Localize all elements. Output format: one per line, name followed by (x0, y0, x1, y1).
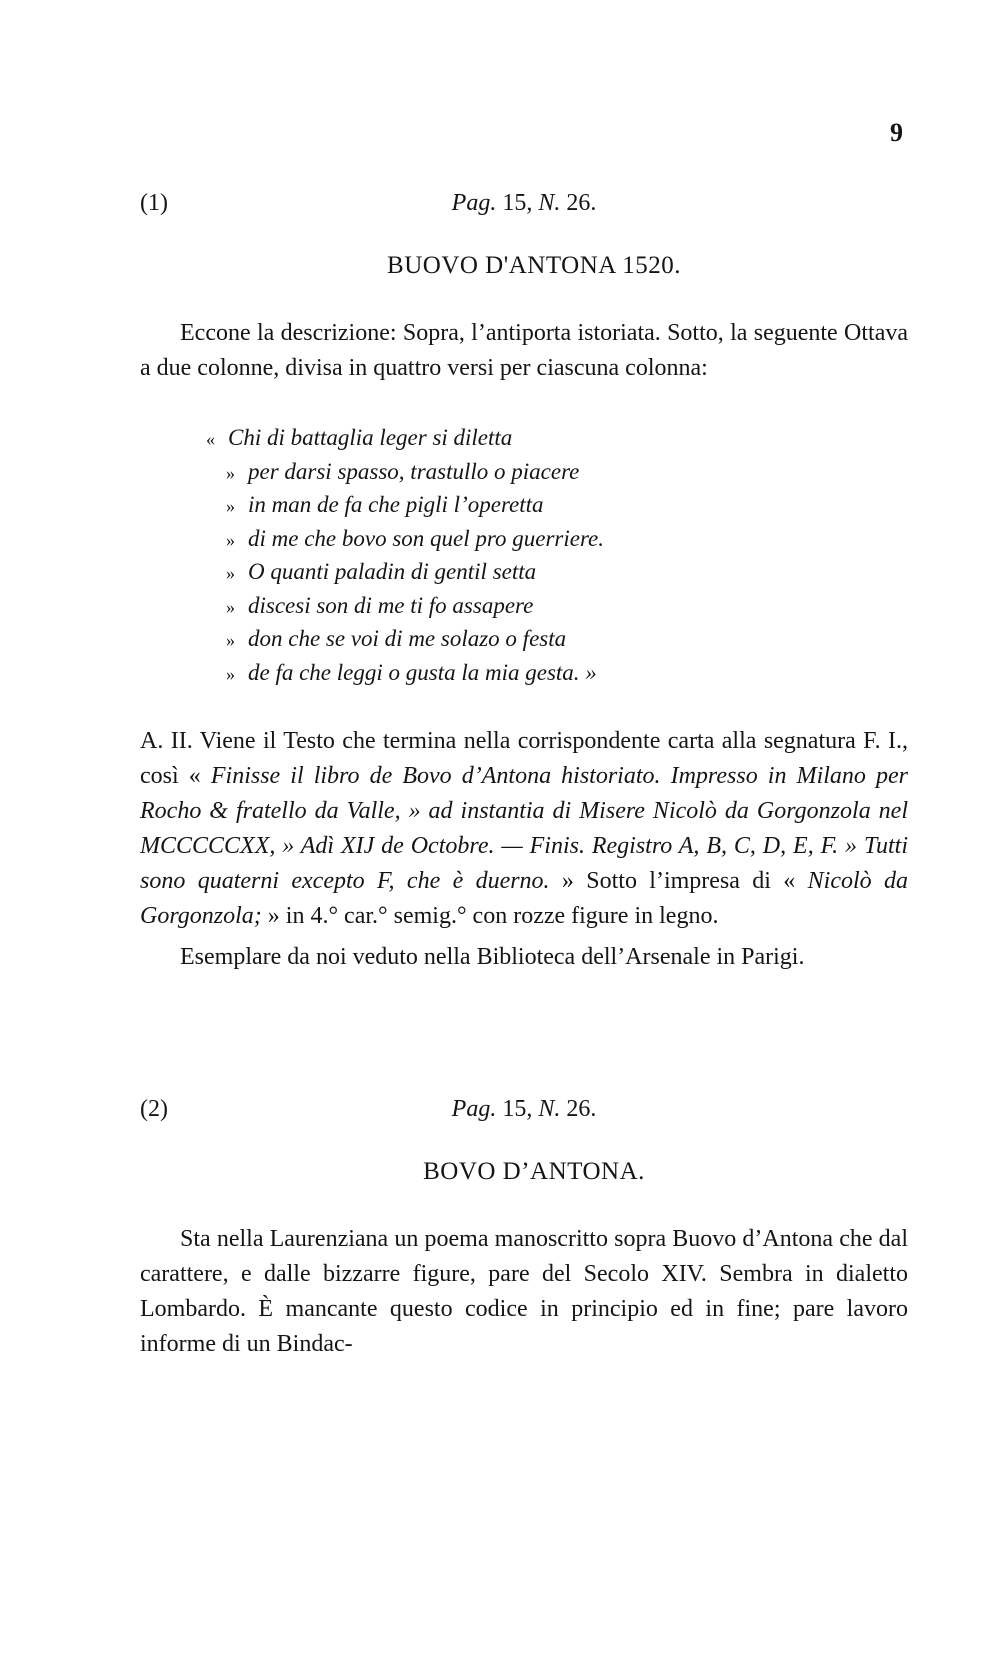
verse-line: » in man de fa che pigli l’operetta (226, 492, 544, 517)
verse-line: » di me che bovo son quel pro guerriere. (226, 525, 604, 551)
ottava-verses (206, 422, 908, 690)
note-number: (2) (140, 1096, 168, 1122)
note-1-header (140, 190, 908, 224)
note-1 (140, 190, 908, 975)
verse-line: » de fa che leggi o gusta la mia gesta. » (226, 659, 597, 685)
verse-line: » per darsi spasso, trastullo o piacere (226, 458, 580, 484)
note-2-header (140, 1096, 908, 1130)
page-number: 9 (890, 118, 903, 147)
section-title: BOVO D’ANTONA. (423, 1158, 645, 1185)
section-title: BUOVO D'ANTONA 1520. (387, 252, 681, 279)
verse-line: » O quanti paladin di gentil setta (226, 559, 537, 584)
copy-location-paragraph: Esemplare da noi veduto nella Biblioteca dell’Arsenale in Parigi. (180, 944, 805, 970)
description-paragraph: A. II. Viene il Testo che termina nella corrispondente carta alla segnatura F. I., così « Finisse il libro de Bovo d’Antona historiato. Impresso in Milano per Rocho & fratello da Valle, » ad instantia di Misere Nicolò da Gorgonzola nel MCCCCCXX, » Adì XIJ de Octobre. — Finis. Registro A, B, C, D, E, F. » Tutti sono quaterni excepto F, che è duerno. » Sotto l’impresa di « Nicolò da Gorgonzola; » in 4.° car.° semig.° con rozze figure in legno. (140, 728, 909, 929)
intro-paragraph: Eccone la descrizione: Sopra, l’antiporta istoriata. Sotto, la seguente Ottava a due colonne, divisa in quattro versi per ciascuna colonna: (140, 320, 908, 381)
page-reference: Pag. 15, N. 26. (451, 1096, 597, 1122)
verse-line: » don che se voi di me solazo o festa (226, 626, 567, 651)
note-2 (140, 1096, 908, 1362)
verse-line: « Chi di battaglia leger si diletta (206, 425, 513, 450)
body-paragraph: Sta nella Laurenziana un poema manoscritto sopra Buovo d’Antona che dal carattere, e dalle bizzarre figure, pare del Secolo XIV. Sembra in dialetto Lombardo. È mancante questo codice in principio ed in fine; pare lavoro informe di un Bindac- (140, 1226, 908, 1357)
verse-line: » discesi son di me ti fo assapere (226, 592, 534, 618)
note-number: (1) (140, 190, 168, 216)
page-reference: Pag. 15, N. 26. (451, 190, 597, 216)
